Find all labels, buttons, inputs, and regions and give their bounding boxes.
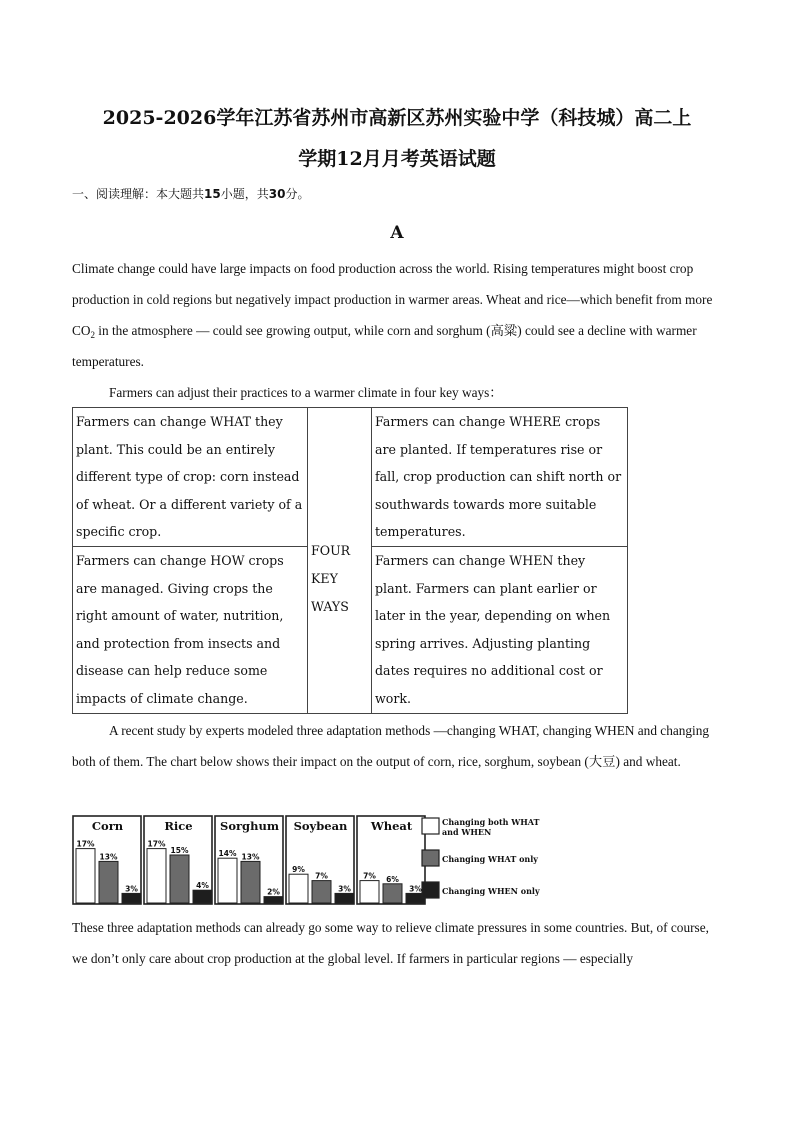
co2-subscript: 2 [90,330,95,340]
table-cell-how: Farmers can change HOW crops are managed. Giving crops the right amount of water, nutrition, and protection from insects and disease can help reduce some impacts of climate change. [73,546,308,713]
chart-data-label: 3% [338,884,351,894]
four-key-ways-line-3: WAYS [311,598,349,614]
chart-bar [312,881,331,903]
table-cell-when: Farmers can change WHEN they plant. Farmers can plant earlier or later in the year, depending on when spring arrives. Adjusting planting dates requires no additional cost or work. [372,546,628,713]
paragraph-1 [72,253,722,377]
chart-bar [76,849,95,903]
chart-bar [218,858,237,903]
paragraph-1-text-a: Climate change could have large impacts on food production across the world. Rising temperatures might boost crop production in cold regions but negatively impact production in warmer areas. Wheat and rice—which benefit from more CO [72,261,713,338]
chart-data-label: 6% [386,874,399,884]
title-line-1: 2025-2026学年江苏省苏州市高新区苏州实验中学（科技城）高二上 [102,107,692,129]
passage-letter: A [390,223,404,243]
section-heading-suffix: 分。 [285,187,310,201]
chart-data-label: 4% [196,881,209,891]
chart-legend-swatch [422,850,439,866]
chart-bar [122,893,141,903]
title-line-2: 学期12月月考英语试题 [298,148,496,170]
paragraph-1-text-b: in the atmosphere — could see growing output, while corn and sorghum (高粱) could see a decline with warmer temperatures. [72,323,697,369]
chart-bar [360,881,379,903]
question-count: 15 [204,187,221,201]
chart-legend-label: Changing WHAT only [442,854,538,864]
chart-legend-label: Changing WHEN only [442,886,540,896]
four-key-ways-table [72,407,628,714]
chart-category-label: Wheat [370,819,413,833]
chart-data-label: 14% [218,849,237,859]
section-heading-prefix: 一、阅读理解：本大题共 [72,187,205,201]
chart-data-label: 7% [363,871,376,881]
chart-category-label: Rice [164,819,193,833]
chart-legend-swatch [422,818,439,834]
four-key-ways-line-2: KEY [311,570,338,586]
section-heading [72,185,309,202]
chart-data-label: 17% [147,839,166,849]
chart-bar [289,874,308,903]
paragraph-2: Farmers can adjust their practices to a warmer climate in four key ways： [109,385,503,400]
section-heading-mid: 小题，共 [220,187,269,201]
chart-bar [241,861,260,903]
chart-bar [99,861,118,903]
chart-data-label: 13% [241,852,260,862]
chart-bar [264,897,283,903]
chart-legend-swatch [422,882,439,898]
chart-category-label: Sorghum [220,819,279,833]
chart-data-label: 9% [292,865,305,875]
chart-bar [170,855,189,903]
chart-data-label: 3% [125,884,138,894]
chart-data-label: 17% [76,839,95,849]
chart-legend-label: Changing both WHAT and WHEN [442,817,540,837]
table-cell-four-key-ways [308,408,372,714]
point-count: 30 [268,187,286,201]
chart-data-label: 15% [170,846,189,855]
chart-bar [147,849,166,903]
chart-data-label: 2% [267,887,280,897]
chart-bar [193,890,212,903]
chart-bar [383,884,402,903]
table-cell-what: Farmers can change WHAT they plant. This could be an entirely different type of crop: corn instead of wheat. Or a different variety of a specific crop. [73,408,308,547]
chart-data-label: 3% [409,884,422,894]
chart-data-label: 13% [99,852,118,862]
paragraph-3: A recent study by experts modeled three adaptation methods —changing WHAT, changing WHEN and changing both of them. The chart below shows their impact on the output of corn, rice, sorghum, soybean (大豆) and wheat. [72,723,710,769]
chart-bar [335,893,354,903]
adaptation-impact-chart [72,813,552,907]
chart-category-label: Corn [91,819,124,833]
paragraph-4: These three adaptation methods can already go some way to relieve climate pressures in some countries. But, of course, we don’t only care about crop production at the global level. If farmers in particular regions — especially [72,920,709,966]
table-cell-where: Farmers can change WHERE crops are planted. If temperatures rise or fall, crop production can shift north or southwards towards more suitable temperatures. [372,408,628,547]
four-key-ways-line-1: FOUR [311,543,351,559]
chart-category-label: Soybean [293,819,348,833]
chart-data-label: 7% [315,871,328,881]
